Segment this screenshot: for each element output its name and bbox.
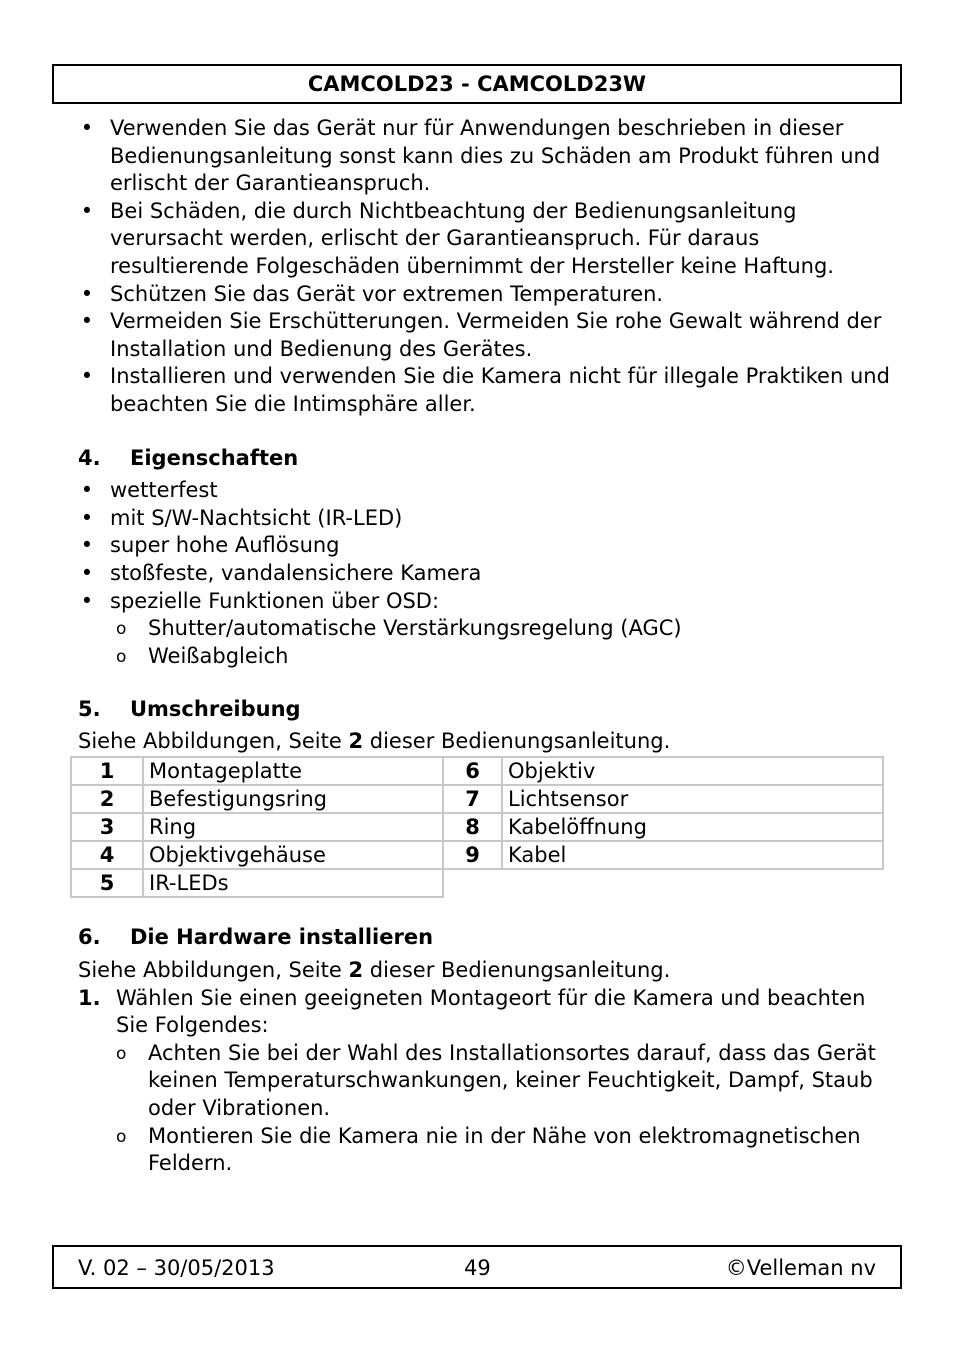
bullet-icon: • <box>80 588 94 613</box>
table-row: 2 Befestigungsring 7 Lichtsensor <box>71 785 883 813</box>
list-item: • super hohe Auflösung <box>78 532 898 560</box>
bullet-icon: • <box>80 478 94 503</box>
circle-bullet-icon: o <box>116 619 127 640</box>
table-row: 4 Objektivgehäuse 9 Kabel <box>71 841 883 869</box>
list-item: • mit S/W-Nachtsicht (IR-LED) <box>78 505 898 533</box>
list-item: • stoßfeste, vandalensichere Kamera <box>78 560 898 588</box>
installation-steps <box>78 985 898 1040</box>
step-number: 1. <box>78 985 101 1010</box>
list-item: • spezielle Funktionen über OSD: <box>78 588 898 616</box>
list-item: • Installieren und verwenden Sie die Kamera nicht für illegale Praktiken und beachten Sie die Intimsphäre aller. <box>78 363 898 418</box>
list-item: 1. Wählen Sie einen geeigneten Montageort für die Kamera und beachten Sie Folgendes: <box>78 985 866 1038</box>
bullet-icon: • <box>80 364 94 389</box>
circle-bullet-icon: o <box>116 646 127 667</box>
section-title: Eigenschaften <box>130 445 299 470</box>
section-number: 6. <box>78 925 101 950</box>
circle-bullet-icon: o <box>116 1043 127 1064</box>
document-title: CAMCOLD23 - CAMCOLD23W <box>307 72 647 96</box>
list-item: • Vermeiden Sie Erschütterungen. Vermeiden Sie rohe Gewalt während der Installation und Bedienung des Gerätes. <box>78 308 898 363</box>
bullet-icon: • <box>80 281 94 306</box>
page-header <box>52 64 902 104</box>
list-item: • Bei Schäden, die durch Nichtbeachtung der Bedienungsanleitung verursacht werden, erlischt der Garantieanspruch. Für daraus resultierende Folgeschäden übernimmt der Hersteller keine Haftung. <box>78 198 898 281</box>
list-item: o Shutter/automatische Verstärkungsregelung (AGC) <box>78 615 898 643</box>
parts-table <box>70 756 884 898</box>
version-date: V. 02 – 30/05/2013 <box>78 1256 275 1280</box>
section-title: Umschreibung <box>130 697 301 722</box>
circle-bullet-icon: o <box>116 1126 127 1147</box>
safety-bullet-list <box>78 115 898 419</box>
list-item: o Montieren Sie die Kamera nie in der Nähe von elektromagnetischen Feldern. <box>116 1123 861 1176</box>
bullet-icon: • <box>80 116 94 140</box>
bullet-icon: • <box>80 198 94 223</box>
table-row: 1 Montageplatte 6 Objektiv <box>71 757 883 785</box>
section-heading-description <box>78 696 898 724</box>
section-heading-features <box>78 445 898 473</box>
bullet-icon: • <box>80 560 94 585</box>
bullet-icon: • <box>80 505 94 530</box>
copyright: ©Velleman nv <box>725 1256 876 1280</box>
list-item: o Weißabgleich <box>78 643 898 671</box>
page-number: 49 <box>464 1256 491 1280</box>
table-row: 5 IR-LEDs <box>71 869 883 897</box>
list-item: o Achten Sie bei der Wahl des Installationsortes darauf, dass das Gerät keinen Temperaturschwankungen, keiner Feuchtigkeit, Dampf, Staub oder Vibrationen. <box>116 1040 876 1121</box>
page-footer <box>52 1245 902 1289</box>
bullet-icon: • <box>80 533 94 558</box>
list-item: • Verwenden Sie das Gerät nur für Anwendungen beschrieben in dieser Bedienungsanleitung sonst kann dies zu Schäden am Produkt führen und erlischt der Garantieanspruch. <box>78 115 898 198</box>
list-item: • Schützen Sie das Gerät vor extremen Temperaturen. <box>78 281 898 309</box>
location-notes-list <box>78 1040 898 1178</box>
section-heading-installation <box>78 924 898 952</box>
section-number: 4. <box>78 445 101 470</box>
section-title: Die Hardware installieren <box>130 925 434 950</box>
osd-functions-list <box>78 615 898 670</box>
list-item: • wetterfest <box>78 477 898 505</box>
figure-reference: Siehe Abbildungen, Seite 2 dieser Bedienungsanleitung. <box>78 958 671 983</box>
section-number: 5. <box>78 697 101 722</box>
bullet-icon: • <box>80 309 94 334</box>
features-list <box>78 477 898 615</box>
page-content <box>78 115 898 1178</box>
table-row: 3 Ring 8 Kabelöffnung <box>71 813 883 841</box>
figure-reference: Siehe Abbildungen, Seite 2 dieser Bedienungsanleitung. <box>78 728 671 753</box>
